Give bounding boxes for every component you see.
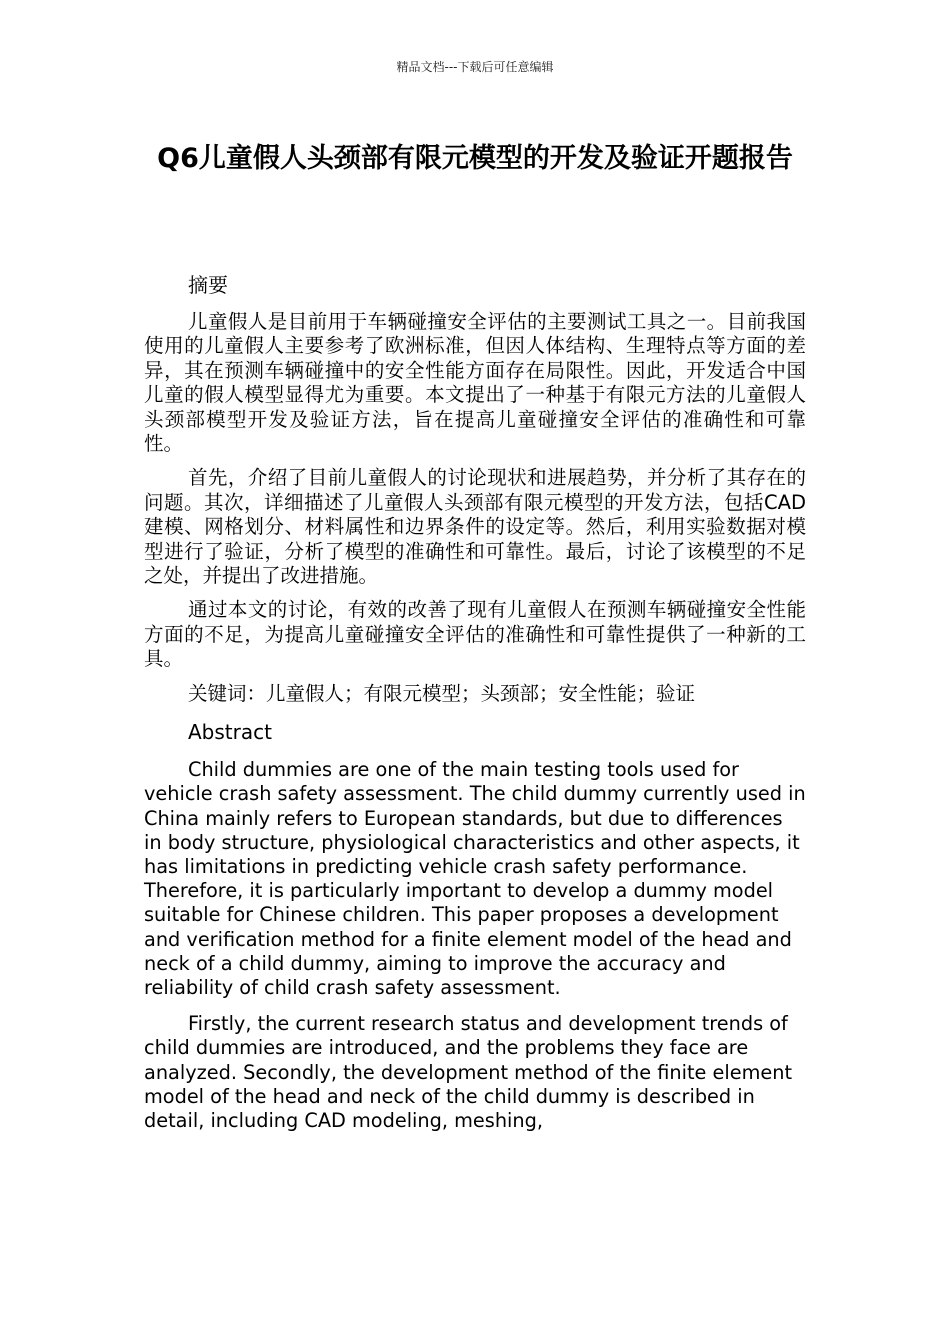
abstract-cn-paragraph-1: 儿童假人是目前用于车辆碰撞安全评估的主要测试工具之一。目前我国使用的儿童假人主要参考了欧洲标准，但因人体结构、生理特点等方面的差异，其在预测车辆碰撞中的安全性能方面存在局限性。因此，开发适合中国儿童的假人模型显得尤为重要。本文提出了一种基于有限元方法的儿童假人头颈部模型开发及验证方法，旨在提高儿童碰撞安全评估的准确性和可靠性。 — [144, 310, 806, 456]
abstract-cn-paragraph-2: 首先，介绍了目前儿童假人的讨论现状和进展趋势，并分析了其存在的问题。其次，详细描述了儿童假人头颈部有限元模型的开发方法，包括CAD建模、网格划分、材料属性和边界条件的设定等。然后，利用实验数据对模型进行了验证，分析了模型的准确性和可靠性。最后，讨论了该模型的不足之处，并提出了改进措施。 — [144, 466, 806, 588]
abstract-cn-paragraph-3: 通过本文的讨论，有效的改善了现有儿童假人在预测车辆碰撞安全性能方面的不足，为提高儿童碰撞安全评估的准确性和可靠性提供了一种新的工具。 — [144, 598, 806, 671]
document-body — [144, 272, 806, 1145]
abstract-en-paragraph-2: Firstly, the current research status and development trends of child dummies are introduced, and the problems they face are analyzed. Secondly, the development method of the finite element model of the head and neck of the child dummy is described in detail, including CAD modeling, meshing, — [144, 1012, 793, 1132]
abstract-en-heading: Abstract — [188, 720, 272, 745]
abstract-cn-heading: 摘要 — [188, 273, 228, 297]
document-title: Q6儿童假人头颈部有限元模型的开发及验证开题报告 — [157, 143, 793, 174]
page-header: 精品文档---下载后可任意编辑 — [396, 60, 554, 74]
keywords-cn: 关键词：儿童假人；有限元模型；头颈部；安全性能；验证 — [188, 681, 696, 705]
abstract-en-paragraph-1: Child dummies are one of the main testing tools used for vehicle crash safety assessment. The child dummy currently used in China mainly refers to European standards, but due to differences in body structure, physiological characteristics and other aspects, it has limitations in predicting vehicle crash safety performance. Therefore, it is particularly important to develop a dummy model suitable for Chinese children. This paper proposes a development and verification method for a finite element model of the head and neck of a child dummy, aiming to improve the accuracy and reliability of child crash safety assessment. — [144, 758, 806, 999]
